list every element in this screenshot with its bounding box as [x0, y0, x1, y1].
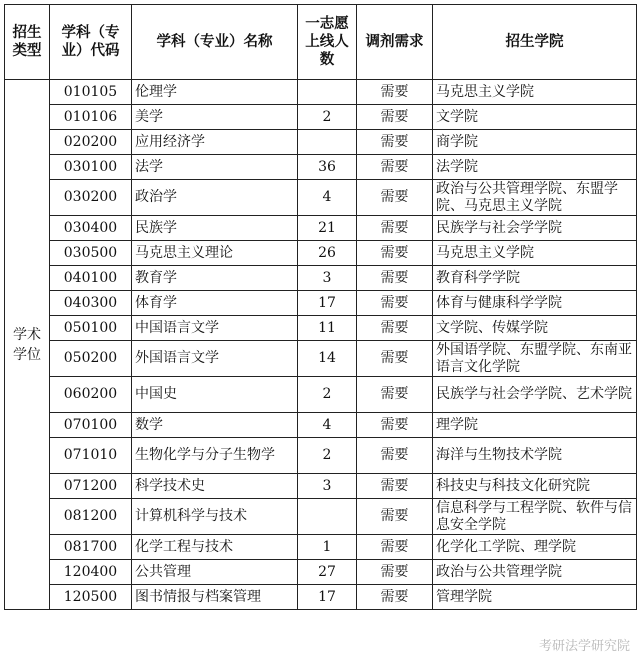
table-row [5, 105, 637, 130]
code-cell: 010105 [50, 80, 132, 105]
college-cell: 马克思主义学院 [433, 80, 637, 105]
name-cell: 教育学 [132, 266, 298, 291]
code-cell: 010106 [50, 105, 132, 130]
need-cell: 需要 [357, 180, 433, 216]
header-count: 一志愿上线人数 [298, 5, 357, 80]
name-cell: 化学工程与技术 [132, 535, 298, 560]
header-need: 调剂需求 [357, 5, 433, 80]
college-cell: 民族学与社会学学院、艺术学院 [433, 377, 637, 413]
college-cell: 体育与健康科学学院 [433, 291, 637, 316]
table-row [5, 560, 637, 585]
count-cell: 4 [298, 180, 357, 216]
count-cell: 4 [298, 413, 357, 438]
count-cell: 3 [298, 474, 357, 499]
table-row [5, 341, 637, 377]
table-body [5, 80, 637, 610]
table-row [5, 474, 637, 499]
need-cell: 需要 [357, 585, 433, 610]
college-cell: 马克思主义学院 [433, 241, 637, 266]
code-cell: 050100 [50, 316, 132, 341]
table-row [5, 80, 637, 105]
code-cell: 081700 [50, 535, 132, 560]
name-cell: 科学技术史 [132, 474, 298, 499]
code-cell: 060200 [50, 377, 132, 413]
table-row [5, 216, 637, 241]
watermark: 考研法学研究院 [538, 639, 630, 654]
need-cell: 需要 [357, 474, 433, 499]
name-cell: 中国语言文学 [132, 316, 298, 341]
table-row [5, 377, 637, 413]
need-cell: 需要 [357, 266, 433, 291]
need-cell: 需要 [357, 105, 433, 130]
college-cell: 教育科学学院 [433, 266, 637, 291]
college-cell: 政治与公共管理学院、东盟学院、马克思主义学院 [433, 180, 637, 216]
college-cell: 理学院 [433, 413, 637, 438]
header-name: 学科（专业）名称 [132, 5, 298, 80]
table-row [5, 291, 637, 316]
count-cell: 11 [298, 316, 357, 341]
need-cell: 需要 [357, 130, 433, 155]
need-cell: 需要 [357, 216, 433, 241]
need-cell: 需要 [357, 316, 433, 341]
table-row [5, 438, 637, 474]
college-cell: 化学化工学院、理学院 [433, 535, 637, 560]
need-cell: 需要 [357, 241, 433, 266]
need-cell: 需要 [357, 80, 433, 105]
name-cell: 伦理学 [132, 80, 298, 105]
table-row [5, 266, 637, 291]
name-cell: 生物化学与分子生物学 [132, 438, 298, 474]
college-cell: 信息科学与工程学院、软件与信息安全学院 [433, 499, 637, 535]
need-cell: 需要 [357, 291, 433, 316]
name-cell: 图书情报与档案管理 [132, 585, 298, 610]
header-college: 招生学院 [433, 5, 637, 80]
code-cell: 030400 [50, 216, 132, 241]
need-cell: 需要 [357, 155, 433, 180]
college-cell: 民族学与社会学学院 [433, 216, 637, 241]
need-cell: 需要 [357, 499, 433, 535]
name-cell: 应用经济学 [132, 130, 298, 155]
name-cell: 外国语言文学 [132, 341, 298, 377]
count-cell: 17 [298, 585, 357, 610]
college-cell: 文学院 [433, 105, 637, 130]
college-cell: 法学院 [433, 155, 637, 180]
count-cell: 3 [298, 266, 357, 291]
code-cell: 120500 [50, 585, 132, 610]
need-cell: 需要 [357, 413, 433, 438]
name-cell: 公共管理 [132, 560, 298, 585]
count-cell: 2 [298, 105, 357, 130]
table-row [5, 585, 637, 610]
code-cell: 030200 [50, 180, 132, 216]
need-cell: 需要 [357, 535, 433, 560]
count-cell: 1 [298, 535, 357, 560]
table-row [5, 180, 637, 216]
table-row [5, 241, 637, 266]
name-cell: 计算机科学与技术 [132, 499, 298, 535]
table-row [5, 316, 637, 341]
count-cell: 27 [298, 560, 357, 585]
header-row [5, 5, 637, 80]
table-row [5, 535, 637, 560]
need-cell: 需要 [357, 560, 433, 585]
count-cell: 36 [298, 155, 357, 180]
college-cell: 海洋与生物技术学院 [433, 438, 637, 474]
need-cell: 需要 [357, 341, 433, 377]
code-cell: 070100 [50, 413, 132, 438]
name-cell: 马克思主义理论 [132, 241, 298, 266]
code-cell: 050200 [50, 341, 132, 377]
table-row [5, 413, 637, 438]
need-cell: 需要 [357, 438, 433, 474]
name-cell: 民族学 [132, 216, 298, 241]
table-row [5, 130, 637, 155]
name-cell: 数学 [132, 413, 298, 438]
college-cell: 科技史与科技文化研究院 [433, 474, 637, 499]
college-cell: 外国语学院、东盟学院、东南亚语言文化学院 [433, 341, 637, 377]
college-cell: 商学院 [433, 130, 637, 155]
table-row [5, 155, 637, 180]
code-cell: 030100 [50, 155, 132, 180]
code-cell: 120400 [50, 560, 132, 585]
count-cell: 21 [298, 216, 357, 241]
count-cell: 14 [298, 341, 357, 377]
code-cell: 081200 [50, 499, 132, 535]
table-row [5, 499, 637, 535]
admissions-table [4, 4, 637, 610]
category-cell: 学术学位 [5, 80, 50, 610]
count-cell: 2 [298, 438, 357, 474]
name-cell: 中国史 [132, 377, 298, 413]
count-cell: 26 [298, 241, 357, 266]
name-cell: 美学 [132, 105, 298, 130]
college-cell: 文学院、传媒学院 [433, 316, 637, 341]
code-cell: 071010 [50, 438, 132, 474]
code-cell: 040300 [50, 291, 132, 316]
name-cell: 政治学 [132, 180, 298, 216]
count-cell [298, 499, 357, 535]
need-cell: 需要 [357, 377, 433, 413]
count-cell [298, 130, 357, 155]
code-cell: 040100 [50, 266, 132, 291]
header-type: 招生类型 [5, 5, 50, 80]
count-cell [298, 80, 357, 105]
college-cell: 管理学院 [433, 585, 637, 610]
count-cell: 2 [298, 377, 357, 413]
count-cell: 17 [298, 291, 357, 316]
name-cell: 法学 [132, 155, 298, 180]
college-cell: 政治与公共管理学院 [433, 560, 637, 585]
header-code: 学科（专业）代码 [50, 5, 132, 80]
code-cell: 020200 [50, 130, 132, 155]
name-cell: 体育学 [132, 291, 298, 316]
code-cell: 071200 [50, 474, 132, 499]
code-cell: 030500 [50, 241, 132, 266]
